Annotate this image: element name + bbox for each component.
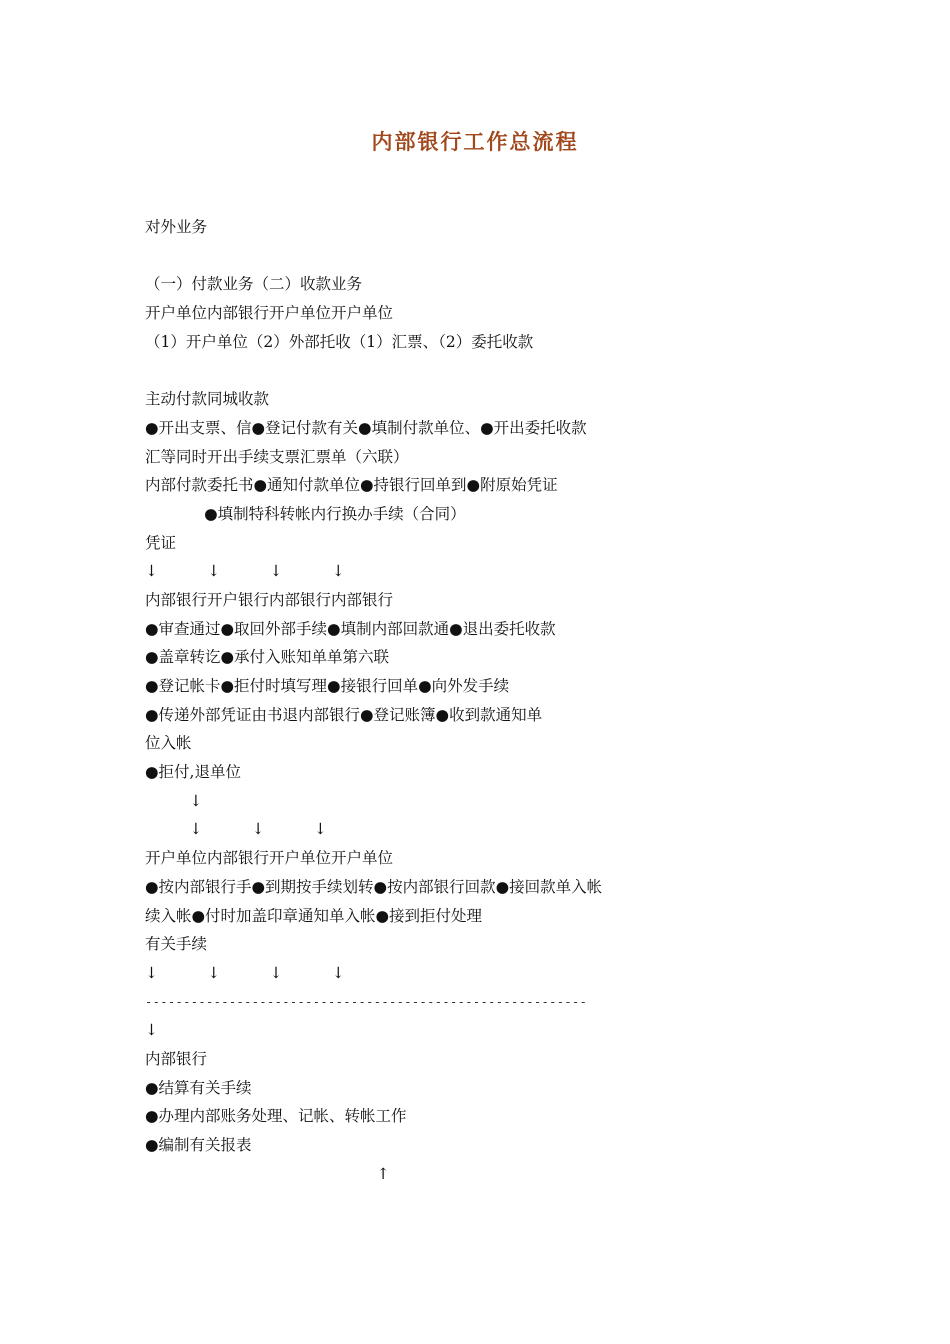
text-line: ●按内部银行手●到期按手续划转●按内部银行回款●接回款单入帐 <box>145 877 603 896</box>
arrow-row: ↓ ↓ ↓ ↓ <box>145 562 345 581</box>
arrow-row: ↓ ↓ ↓ <box>145 820 327 839</box>
blank-line <box>145 242 845 271</box>
text-line: ●传递外部凭证由书退内部银行●登记账簿●收到款通知单 <box>145 705 543 724</box>
text-line: 对外业务 <box>145 218 208 236</box>
text-line: ●盖章转讫●承付入账知单单第六联 <box>145 648 390 667</box>
text-line: ●编制有关报表 <box>145 1136 252 1154</box>
arrow-row: ↑ <box>145 1164 390 1183</box>
text-line: 内部付款委托书●通知付款单位●持银行回单到●附原始凭证 <box>145 476 558 495</box>
text-line: ●登记帐卡●拒付时填写理●接银行回单●向外发手续 <box>145 677 510 695</box>
text-line: ●填制特科转帐内行换办手续（合同） <box>145 504 466 523</box>
text-line: 内部银行 <box>145 1049 208 1068</box>
arrow-row: ↓ <box>145 791 203 810</box>
arrow-row: ↓ <box>145 1021 158 1040</box>
text-line: 开户单位内部银行开户单位开户单位 <box>145 304 394 323</box>
text-line: 内部银行开户银行内部银行内部银行 <box>145 590 394 609</box>
text-line: 汇等同时开出手续支票汇票单（六联） <box>145 447 409 466</box>
text-line: （一）付款业务（二）收款业务 <box>145 275 363 294</box>
text-line: ●结算有关手续 <box>145 1078 252 1097</box>
dashed-divider: ---------------------------------------------------------- <box>145 994 588 1009</box>
text-line: （1）开户单位（2）外部托收（1）汇票、（2）委托收款 <box>145 332 534 351</box>
text-line: 开户单位内部银行开户单位开户单位 <box>145 849 394 868</box>
text-line: 有关手续 <box>145 935 208 954</box>
text-line: 位入帐 <box>145 734 192 753</box>
page-title: 内部银行工作总流程 <box>371 130 579 154</box>
blank-line <box>145 356 845 385</box>
text-line: ●拒付,退单位 <box>145 763 241 782</box>
text-line: ●办理内部账务处理、记帐、转帐工作 <box>145 1107 407 1126</box>
text-line: 主动付款同城收款 <box>145 390 270 409</box>
text-line: 续入帐●付时加盖印章通知单入帐●接到拒付处理 <box>145 906 483 925</box>
text-line: 凭证 <box>145 533 177 552</box>
text-line: ●审查通过●取回外部手续●填制内部回款通●退出委托收款 <box>145 619 556 638</box>
flow-text <box>145 213 845 1188</box>
text-line: ●开出支票、信●登记付款有关●填制付款单位、●开出委托收款 <box>145 418 587 437</box>
arrow-row: ↓ ↓ ↓ ↓ <box>145 963 345 982</box>
